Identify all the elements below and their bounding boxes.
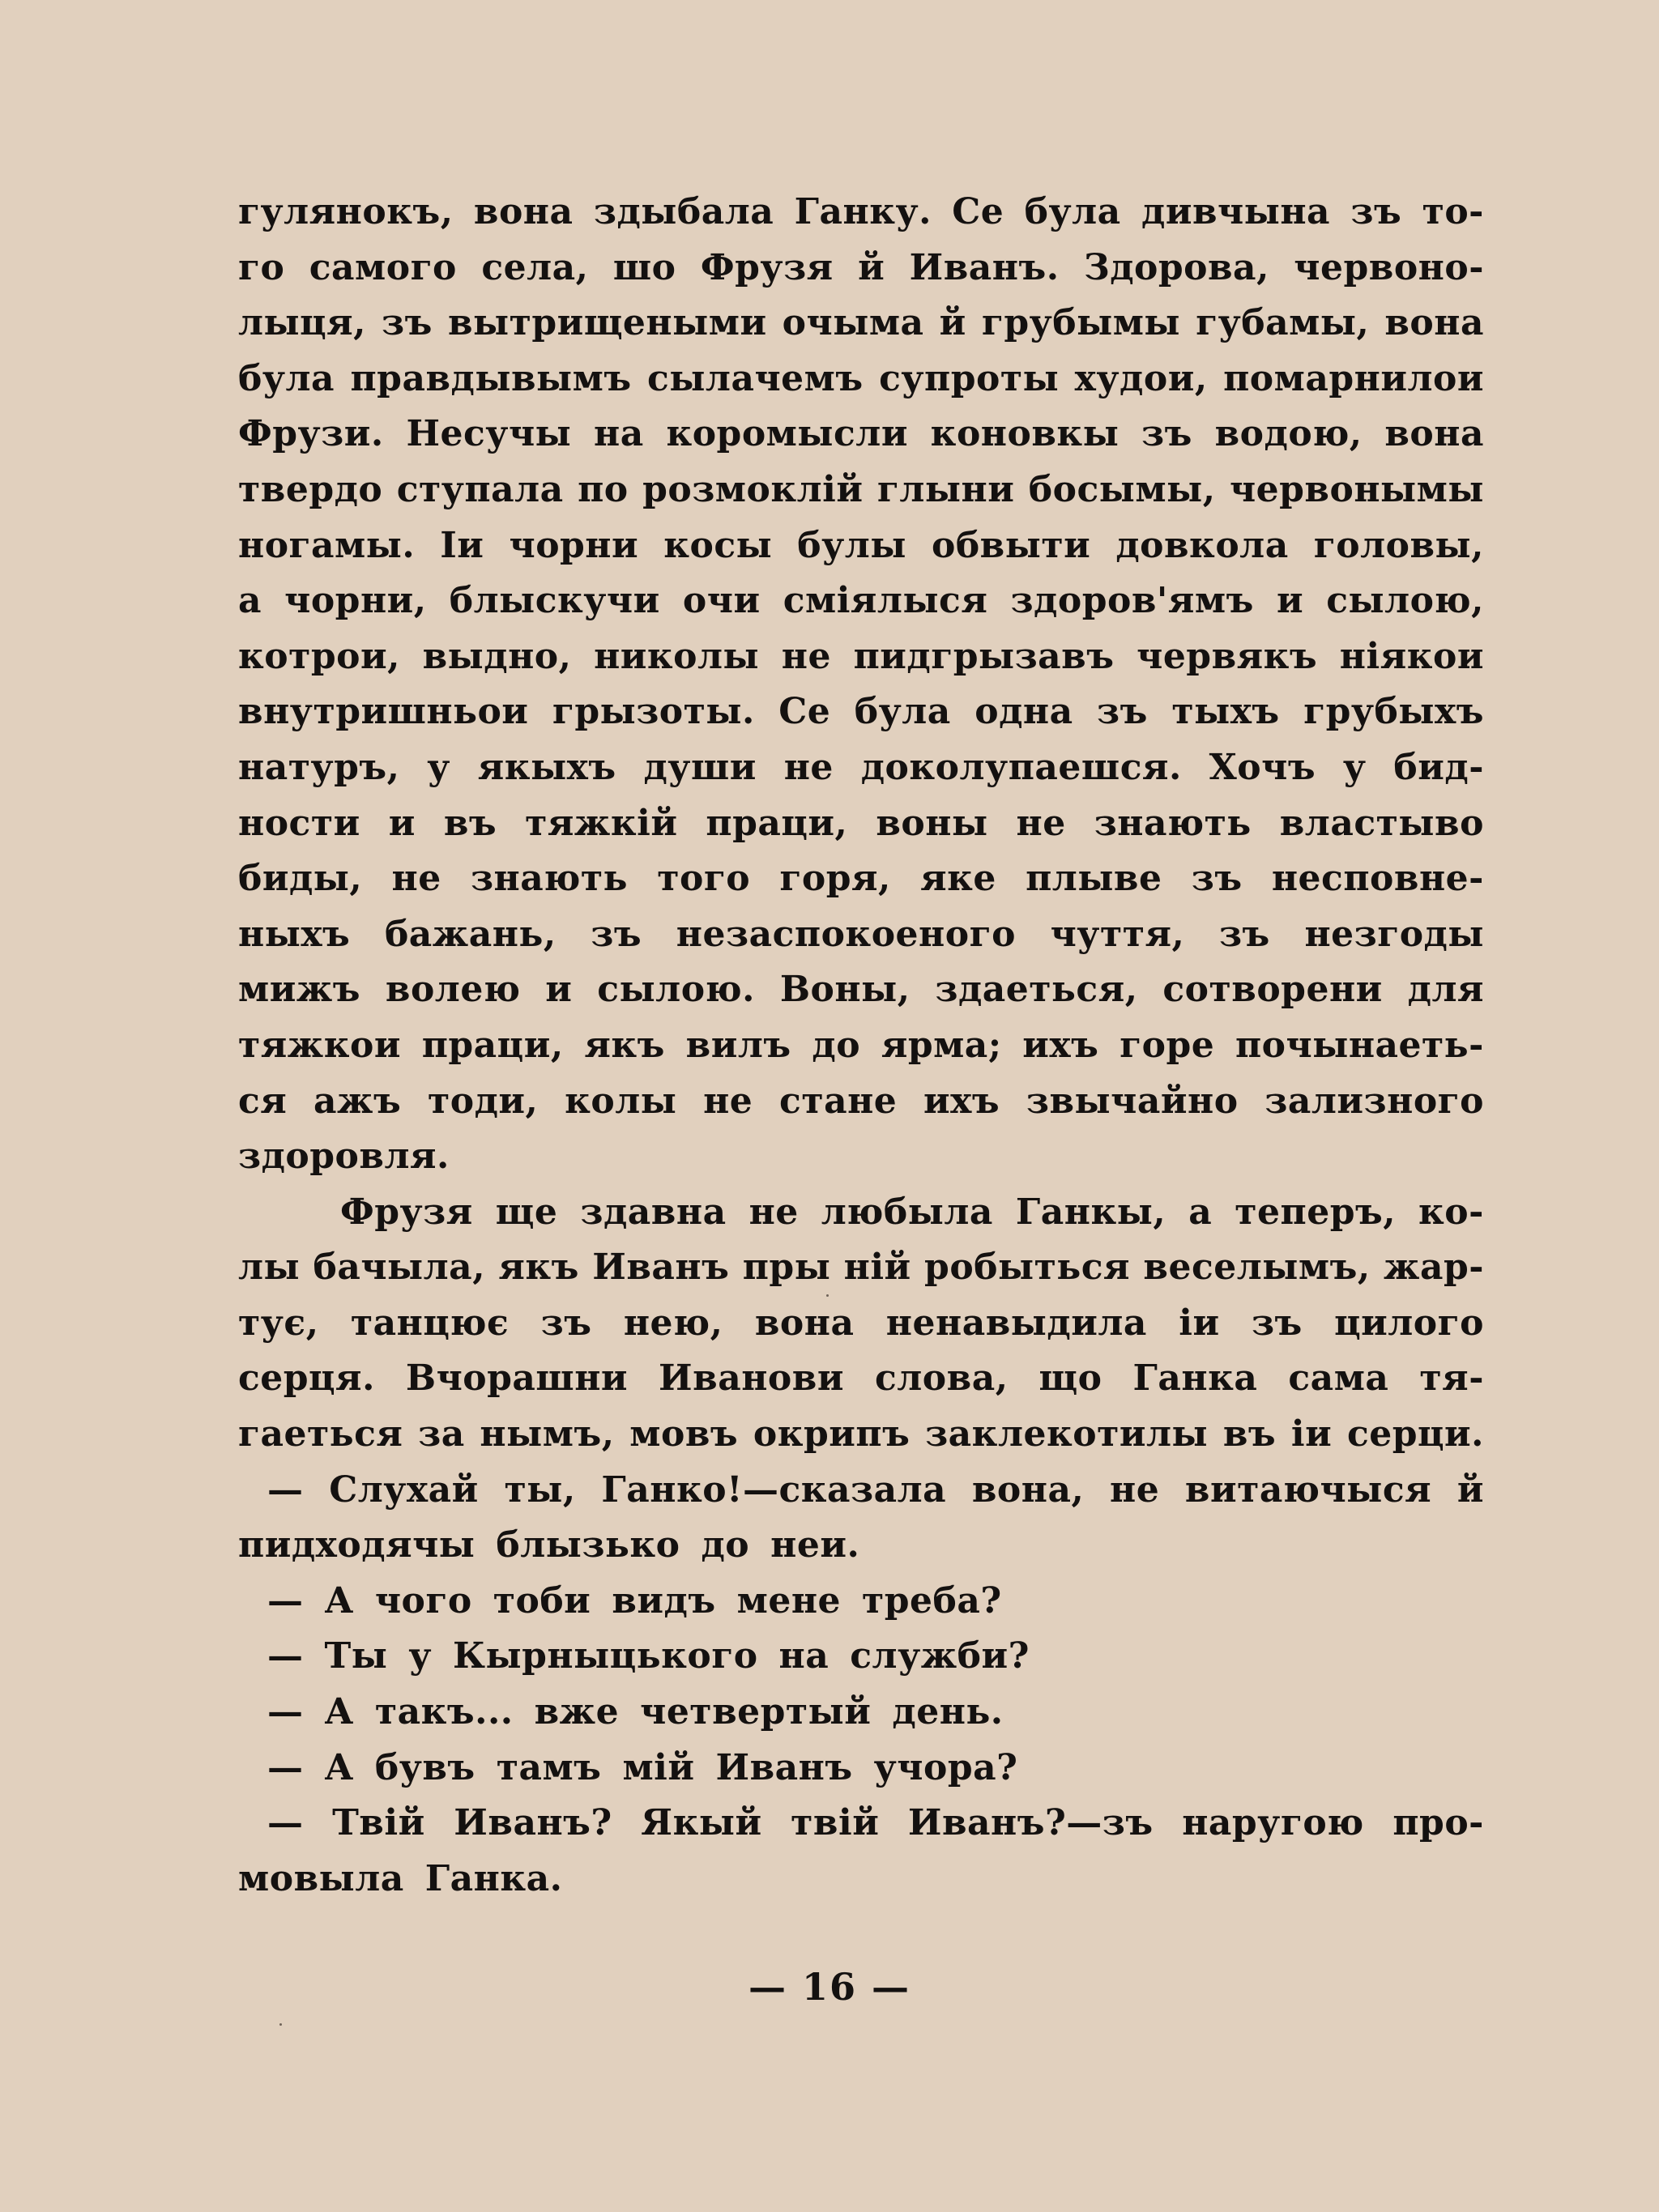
word: колы bbox=[565, 1080, 677, 1122]
word: праци, bbox=[706, 802, 848, 844]
word: въ bbox=[443, 802, 497, 844]
word: по bbox=[578, 468, 629, 510]
word: тяжкои bbox=[238, 1024, 401, 1066]
word: зъ bbox=[1097, 691, 1148, 733]
text-line bbox=[238, 962, 1484, 1018]
word: властыво bbox=[1279, 802, 1484, 844]
word: Іи bbox=[440, 524, 484, 566]
word: тяжкій bbox=[525, 802, 678, 844]
text-line bbox=[238, 1741, 1484, 1796]
word: Хочъ bbox=[1209, 746, 1316, 788]
word: у bbox=[408, 1635, 433, 1677]
word: Иванъ bbox=[715, 1746, 853, 1788]
text-line bbox=[238, 407, 1484, 462]
word: теперъ, bbox=[1235, 1191, 1397, 1233]
text-line bbox=[238, 462, 1484, 518]
word: учора? bbox=[873, 1746, 1018, 1788]
word: несповне- bbox=[1271, 858, 1484, 900]
word: Вчорашни bbox=[405, 1357, 629, 1400]
word: Иванъ bbox=[592, 1247, 730, 1289]
word: села, bbox=[481, 246, 589, 288]
text-line bbox=[238, 1240, 1484, 1296]
word: видъ bbox=[612, 1579, 716, 1622]
text-line bbox=[238, 1351, 1484, 1407]
word: ихъ bbox=[923, 1080, 1000, 1122]
word: гулянокъ, bbox=[238, 191, 454, 232]
word: серци. bbox=[1346, 1413, 1484, 1455]
word: розмоклій bbox=[642, 468, 864, 510]
word: зъ bbox=[1251, 1302, 1303, 1344]
word: шо bbox=[612, 246, 676, 288]
word: Фрузя bbox=[700, 246, 834, 288]
word: Слухай bbox=[329, 1468, 479, 1511]
word: доколупаешся. bbox=[860, 746, 1182, 788]
word: для bbox=[1407, 969, 1484, 1011]
word: ярма; bbox=[881, 1024, 1002, 1066]
print-speck bbox=[279, 2023, 282, 2026]
word: бачыла, bbox=[313, 1247, 486, 1289]
word: чуття, bbox=[1050, 913, 1185, 955]
word: булы bbox=[797, 524, 906, 566]
word: якъ bbox=[498, 1247, 579, 1289]
word: Фрузя bbox=[340, 1191, 473, 1233]
word: що bbox=[1038, 1357, 1102, 1400]
word: блызько bbox=[496, 1524, 680, 1566]
word: ко- bbox=[1418, 1191, 1484, 1233]
word: Ты bbox=[324, 1635, 388, 1677]
text-line bbox=[238, 629, 1484, 685]
word: мовъ bbox=[629, 1413, 739, 1455]
word: й bbox=[1456, 1468, 1484, 1511]
word: дивчына bbox=[1141, 191, 1331, 232]
word: обвыти bbox=[931, 524, 1091, 566]
word: нею, bbox=[623, 1302, 723, 1344]
word: мій bbox=[622, 1746, 695, 1788]
word: воны bbox=[876, 802, 988, 844]
word: довкола bbox=[1115, 524, 1289, 566]
word: зъ bbox=[540, 1302, 592, 1344]
word: лы bbox=[238, 1247, 301, 1289]
word: лыця, bbox=[238, 302, 366, 344]
word: почынаеть- bbox=[1235, 1024, 1484, 1066]
word: зъ bbox=[1191, 858, 1243, 900]
word: зъ bbox=[382, 302, 433, 344]
word: головы, bbox=[1313, 524, 1484, 566]
word: вона bbox=[1384, 302, 1484, 344]
word: мовыла bbox=[238, 1857, 404, 1899]
word: вилъ bbox=[685, 1024, 791, 1066]
word: и bbox=[388, 802, 416, 844]
word: ще bbox=[495, 1191, 558, 1233]
word: — bbox=[267, 1802, 304, 1844]
word: коновкы bbox=[930, 413, 1120, 455]
word: не bbox=[1016, 802, 1066, 844]
word: здоров'ямъ bbox=[1010, 580, 1254, 622]
word: — bbox=[267, 1691, 304, 1733]
word: — bbox=[267, 1579, 304, 1622]
word: ихъ bbox=[1022, 1024, 1099, 1066]
word: горе bbox=[1120, 1024, 1215, 1066]
word: була bbox=[238, 357, 335, 399]
word: цилого bbox=[1334, 1302, 1484, 1344]
word: худои, bbox=[1074, 357, 1208, 399]
word: Ганка bbox=[1132, 1357, 1258, 1400]
word: — bbox=[267, 1468, 304, 1511]
word: й bbox=[858, 246, 885, 288]
text-line bbox=[238, 1852, 1484, 1907]
word: вона bbox=[754, 1302, 855, 1344]
word: за bbox=[418, 1413, 465, 1455]
word: й bbox=[939, 302, 966, 344]
text-line bbox=[238, 1407, 1484, 1463]
word: була bbox=[1024, 191, 1121, 232]
word: — bbox=[267, 1635, 304, 1677]
word: сылою, bbox=[1326, 580, 1484, 622]
word: Ганкы, bbox=[1015, 1191, 1166, 1233]
word: Несучы bbox=[406, 413, 572, 455]
word: ступала bbox=[396, 468, 564, 510]
word: служби? bbox=[850, 1635, 1030, 1677]
word: любыла bbox=[821, 1191, 993, 1233]
text-line bbox=[238, 1018, 1484, 1074]
word: а bbox=[1188, 1191, 1213, 1233]
word: Иванъ? bbox=[454, 1802, 612, 1844]
word: на bbox=[594, 413, 644, 455]
word: А bbox=[324, 1691, 354, 1733]
word: и bbox=[545, 969, 573, 1011]
word: ныхъ bbox=[238, 913, 351, 955]
word: босымы, bbox=[1028, 468, 1216, 510]
word: танцює bbox=[350, 1302, 510, 1344]
word: вона, bbox=[971, 1468, 1085, 1511]
word: въ bbox=[1222, 1413, 1277, 1455]
text-line bbox=[238, 1685, 1484, 1741]
word: здыбала bbox=[593, 191, 774, 232]
word: незаспокоеного bbox=[676, 913, 1016, 955]
word: іи bbox=[1290, 1413, 1333, 1455]
word: червонымы bbox=[1229, 468, 1484, 510]
word: ности bbox=[238, 802, 360, 844]
word: чорни bbox=[509, 524, 639, 566]
word: здавна bbox=[580, 1191, 727, 1233]
word: гаеться bbox=[238, 1413, 403, 1455]
word: зъ bbox=[1141, 413, 1192, 455]
word: Кырныцького bbox=[453, 1635, 758, 1677]
word: ты, bbox=[504, 1468, 576, 1511]
word: — bbox=[267, 1746, 304, 1788]
word: ногамы. bbox=[238, 524, 416, 566]
word: такъ... bbox=[374, 1691, 514, 1733]
word: треба? bbox=[862, 1579, 1002, 1622]
text-line bbox=[238, 1574, 1484, 1630]
word: зъ bbox=[1218, 913, 1270, 955]
word: Ганка. bbox=[424, 1857, 563, 1899]
text-line bbox=[238, 518, 1484, 574]
word: неи. bbox=[770, 1524, 860, 1566]
text-line bbox=[238, 1518, 1484, 1574]
word: вже bbox=[534, 1691, 620, 1733]
word: котрои, bbox=[238, 635, 400, 677]
word: водою, bbox=[1214, 413, 1363, 455]
word: николы bbox=[594, 635, 760, 677]
word: тує, bbox=[238, 1302, 319, 1344]
text-line bbox=[238, 796, 1484, 852]
text-line bbox=[238, 1074, 1484, 1130]
word: четвертый bbox=[640, 1691, 872, 1733]
word: твердо bbox=[238, 468, 383, 510]
word: тамъ bbox=[496, 1746, 602, 1788]
word: го bbox=[238, 246, 285, 288]
word: правдывымъ bbox=[350, 357, 632, 399]
print-speck bbox=[826, 1294, 829, 1297]
word: горя, bbox=[779, 858, 891, 900]
word: коромысли bbox=[666, 413, 908, 455]
word: знають bbox=[1094, 802, 1252, 844]
word: жар- bbox=[1384, 1247, 1484, 1289]
word: грубыхъ bbox=[1303, 691, 1484, 733]
word: пидходячы bbox=[238, 1524, 476, 1566]
word: слова, bbox=[874, 1357, 1009, 1400]
word: Воны, bbox=[779, 969, 911, 1011]
word: А bbox=[324, 1746, 354, 1788]
word: заклекотилы bbox=[925, 1413, 1209, 1455]
word: чого bbox=[374, 1579, 472, 1622]
word: вытрищеными bbox=[447, 302, 767, 344]
word: якъ bbox=[584, 1024, 665, 1066]
text-line bbox=[238, 907, 1484, 963]
word: биды, bbox=[238, 858, 363, 900]
word: тя- bbox=[1419, 1357, 1484, 1400]
word: бид- bbox=[1393, 746, 1484, 788]
word: окрипъ bbox=[753, 1413, 911, 1455]
word: серця. bbox=[238, 1357, 375, 1400]
word: помарнилои bbox=[1223, 357, 1484, 399]
word: не bbox=[783, 746, 834, 788]
word: мижъ bbox=[238, 969, 361, 1011]
word: бажань, bbox=[384, 913, 557, 955]
text-line bbox=[238, 851, 1484, 907]
word: грызоты. bbox=[552, 691, 755, 733]
word: у bbox=[1342, 746, 1367, 788]
word: Иванъ?—зъ bbox=[907, 1802, 1154, 1844]
word: очыма bbox=[782, 302, 924, 344]
word: ніякои bbox=[1339, 635, 1484, 677]
word: тыхъ bbox=[1171, 691, 1280, 733]
word: робыться bbox=[924, 1247, 1131, 1289]
word: ній bbox=[843, 1247, 911, 1289]
text-line bbox=[238, 1629, 1484, 1685]
word: сміялыся bbox=[783, 580, 988, 622]
word: якыхъ bbox=[477, 746, 616, 788]
word: Якый bbox=[641, 1802, 762, 1844]
word: то- bbox=[1422, 191, 1484, 232]
word: не bbox=[1110, 1468, 1160, 1511]
word: зъ bbox=[1350, 191, 1402, 232]
word: здаеться, bbox=[935, 969, 1138, 1011]
word: знають bbox=[470, 858, 628, 900]
word: губамы, bbox=[1196, 302, 1370, 344]
page-number: — 16 — bbox=[748, 1965, 911, 2009]
word: витаючыся bbox=[1184, 1468, 1432, 1511]
word: нымъ, bbox=[480, 1413, 615, 1455]
text-line bbox=[238, 684, 1484, 740]
word: зъ bbox=[591, 913, 642, 955]
word: іи bbox=[1179, 1302, 1220, 1344]
word: пры bbox=[742, 1247, 831, 1289]
word: одна bbox=[975, 691, 1073, 733]
word: того bbox=[657, 858, 751, 900]
text-line bbox=[238, 185, 1484, 241]
word: ненавыдила bbox=[885, 1302, 1147, 1344]
word: блыскучи bbox=[449, 580, 660, 622]
word: червякъ bbox=[1137, 635, 1318, 677]
word: твій bbox=[791, 1802, 880, 1844]
text-line bbox=[238, 1463, 1484, 1519]
text-line bbox=[238, 241, 1484, 296]
word: вона bbox=[473, 191, 574, 232]
word: выдно, bbox=[422, 635, 572, 677]
word: стане bbox=[779, 1080, 898, 1122]
word: яке bbox=[920, 858, 996, 900]
word: грубымы bbox=[981, 302, 1181, 344]
text-line bbox=[238, 296, 1484, 352]
word: мене bbox=[736, 1579, 842, 1622]
word: души bbox=[643, 746, 757, 788]
word: сама bbox=[1288, 1357, 1389, 1400]
word: глыни bbox=[876, 468, 1015, 510]
word: сылою. bbox=[597, 969, 755, 1011]
word: ажъ bbox=[313, 1080, 402, 1122]
word: до bbox=[812, 1024, 861, 1066]
word: Иванови bbox=[659, 1357, 844, 1400]
word: вона bbox=[1384, 413, 1484, 455]
word: Ганку. bbox=[794, 191, 932, 232]
word: звычайно bbox=[1026, 1080, 1239, 1122]
word: до bbox=[701, 1524, 750, 1566]
word: бувъ bbox=[374, 1746, 476, 1788]
word: на bbox=[778, 1635, 830, 1677]
word: сотворени bbox=[1162, 969, 1383, 1011]
word: очи bbox=[682, 580, 761, 622]
word: Здорова, bbox=[1083, 246, 1269, 288]
word: веселымъ, bbox=[1143, 1247, 1371, 1289]
word: внутришньои bbox=[238, 691, 529, 733]
word: не bbox=[703, 1080, 753, 1122]
word: тоди, bbox=[427, 1080, 539, 1122]
word: самого bbox=[309, 246, 457, 288]
word: у bbox=[427, 746, 450, 788]
word: ся bbox=[238, 1080, 288, 1122]
text-line bbox=[238, 573, 1484, 629]
word: Фрузи. bbox=[238, 413, 384, 455]
word: волею bbox=[385, 969, 521, 1011]
word: А bbox=[324, 1579, 354, 1622]
body-text bbox=[238, 185, 1484, 1907]
word: не bbox=[391, 858, 441, 900]
word: плыве bbox=[1026, 858, 1162, 900]
text-line bbox=[238, 1185, 1484, 1241]
word: не bbox=[748, 1191, 799, 1233]
text-line bbox=[238, 1296, 1484, 1352]
word: и bbox=[1276, 580, 1304, 622]
word: наругою bbox=[1182, 1802, 1364, 1844]
word: незгоды bbox=[1304, 913, 1484, 955]
word: Иванъ. bbox=[909, 246, 1060, 288]
word: Се bbox=[952, 191, 1004, 232]
word: Твій bbox=[332, 1802, 425, 1844]
word: супроты bbox=[879, 357, 1060, 399]
word: а bbox=[238, 580, 262, 622]
word: праци, bbox=[421, 1024, 564, 1066]
word: не bbox=[781, 635, 831, 677]
word: натуръ, bbox=[238, 746, 400, 788]
word: пидгрызавъ bbox=[853, 635, 1115, 677]
word: здоровля. bbox=[238, 1136, 450, 1178]
word: чорни, bbox=[284, 580, 427, 622]
word: червоно- bbox=[1294, 246, 1484, 288]
word: сылачемъ bbox=[647, 357, 864, 399]
text-line bbox=[238, 352, 1484, 407]
word: зализного bbox=[1265, 1080, 1484, 1122]
word: косы bbox=[663, 524, 773, 566]
word: тоби bbox=[493, 1579, 591, 1622]
text-line bbox=[238, 1796, 1484, 1852]
word: Се bbox=[778, 691, 831, 733]
word: була bbox=[854, 691, 951, 733]
text-line bbox=[238, 740, 1484, 796]
word: про- bbox=[1392, 1802, 1484, 1844]
word: день. bbox=[892, 1691, 1004, 1733]
text-line bbox=[238, 1129, 1484, 1185]
word: Ганко!—сказала bbox=[601, 1468, 947, 1511]
